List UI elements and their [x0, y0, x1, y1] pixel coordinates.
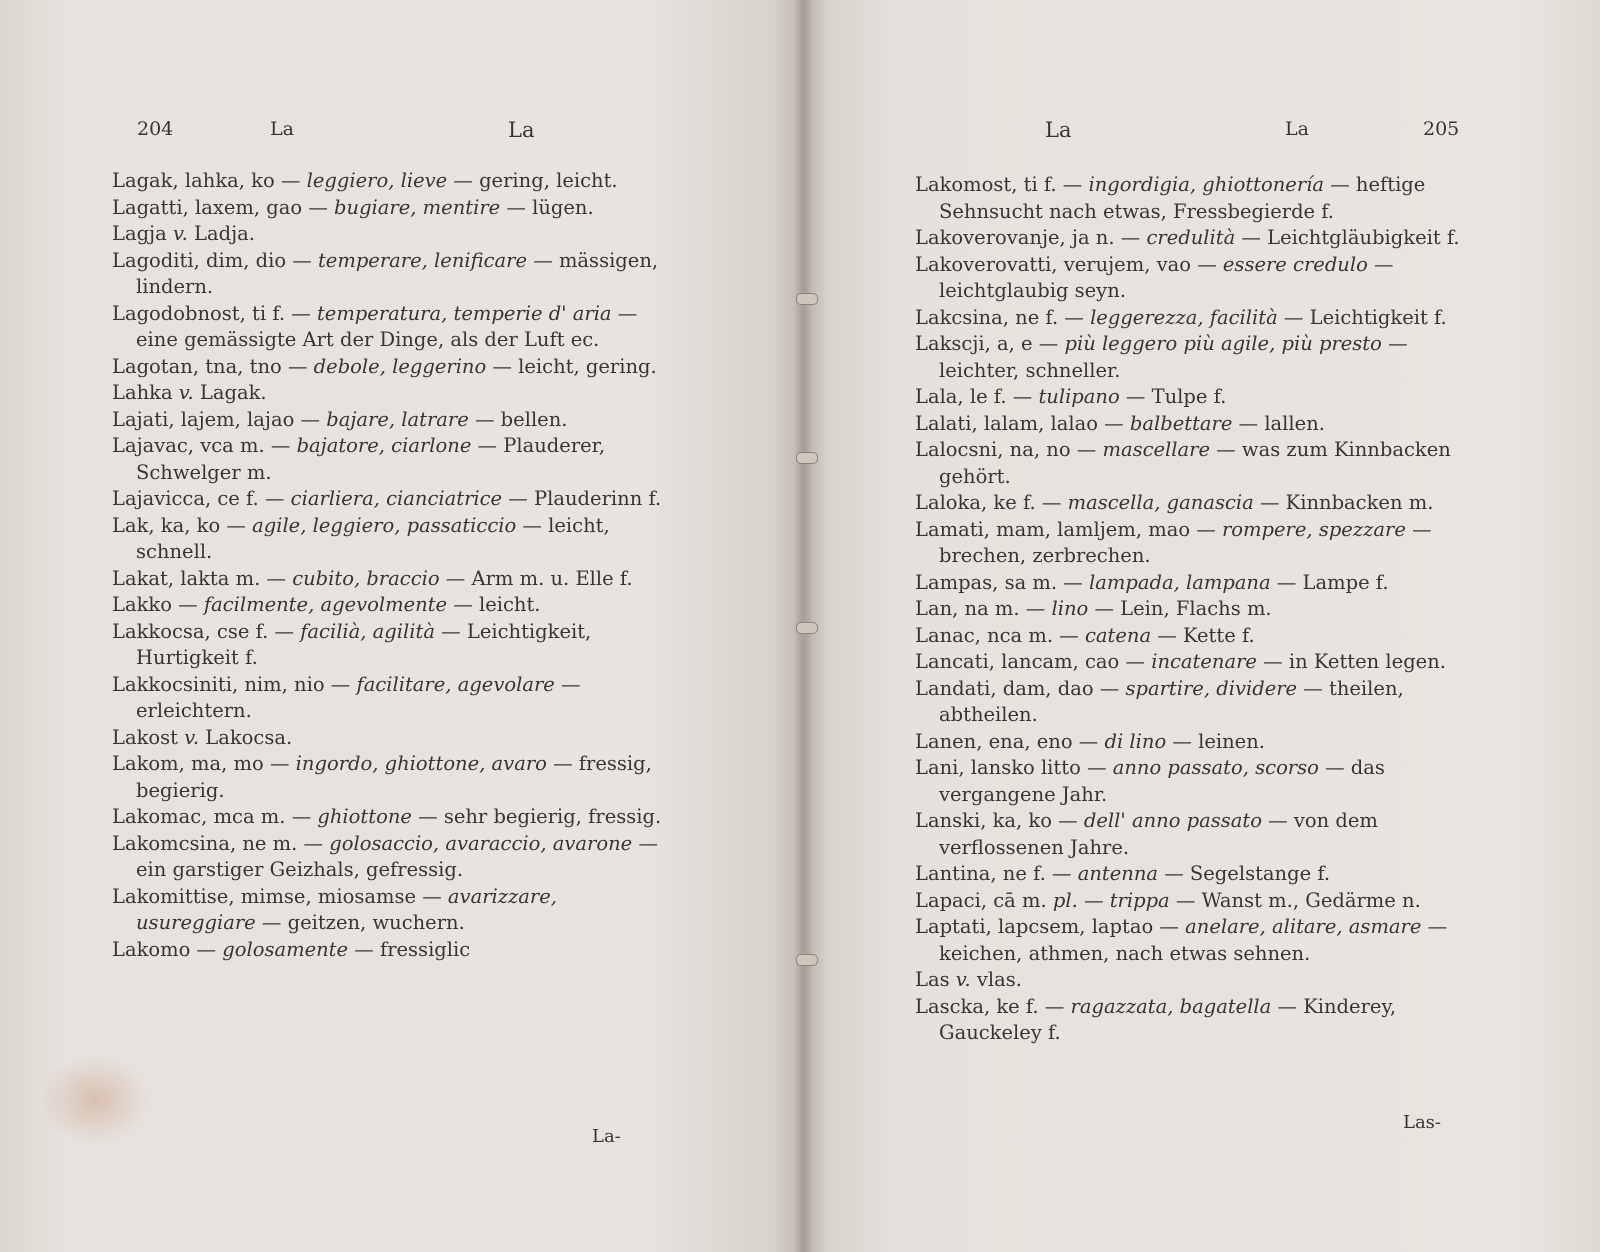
entry-head: Lantina, ne f. —: [915, 862, 1078, 885]
entry-italian: v.: [172, 222, 188, 245]
entry-tail: — leicht, schnell.: [136, 513, 610, 563]
entry-tail: — Plauderer, Schwelger m.: [136, 434, 606, 484]
entry-tail: — fressiglic: [348, 937, 471, 961]
entry-italian: ciarliera, cianciatrice: [290, 487, 503, 510]
entry-tail: Ladja.: [187, 222, 255, 245]
dictionary-entry: [915, 623, 1480, 650]
entry-tail: — sehr begierig, fressig.: [411, 805, 662, 828]
entry-tail: — von dem verflossenen Jahre.: [939, 809, 1378, 859]
dictionary-entry: [915, 570, 1480, 597]
entry-head: Lajati, lajem, lajao —: [112, 407, 327, 431]
entry-head: Lakomac, mca m. —: [112, 805, 318, 828]
running-head-small: La: [270, 118, 294, 140]
entry-head: Lakscji, a, e —: [915, 332, 1065, 355]
dictionary-entry: [112, 619, 682, 672]
running-head: La: [1045, 118, 1072, 142]
dictionary-entry: [915, 331, 1480, 384]
dictionary-entry: [112, 937, 682, 964]
catchword: La-: [592, 1126, 621, 1147]
entry-tail: — was zum Kinnbacken gehört.: [939, 438, 1451, 488]
entry-italian: rompere, spezzare: [1221, 517, 1406, 541]
page-number: 205: [1423, 118, 1460, 140]
dictionary-entry: [915, 437, 1480, 490]
entry-italian: mascella, ganascia: [1067, 491, 1254, 514]
dictionary-entry: [112, 248, 682, 301]
entry-italian: leggerezza, facilità: [1090, 305, 1278, 329]
entry-head: Lani, lansko litto —: [915, 756, 1113, 779]
entry-tail: — lallen.: [1232, 411, 1325, 435]
dictionary-entry: [112, 168, 682, 195]
entry-tail: — leichter, schneller.: [939, 332, 1408, 382]
entry-head: Landati, dam, dao —: [915, 676, 1126, 700]
entry-head: Lamati, mam, lamljem, mao —: [915, 517, 1222, 541]
entry-head: Lakomo —: [112, 937, 223, 961]
entry-head: Lakat, lakta m. —: [112, 566, 293, 590]
entry-italian: facilmente, agevolmente: [203, 593, 448, 616]
dictionary-entry: [112, 592, 682, 619]
entry-italian: ingordo, ghiottone, avaro: [295, 752, 547, 775]
entry-head: Laloka, ke f. —: [915, 491, 1068, 514]
dictionary-entry: [915, 172, 1480, 225]
dictionary-entry: [915, 861, 1480, 888]
dictionary-entry: [915, 305, 1480, 332]
entry-head: Lakcsina, ne f. —: [915, 305, 1091, 329]
dictionary-entry: [112, 751, 682, 804]
dictionary-entry: [915, 490, 1480, 517]
entry-italian: ingordigia, ghiottonería: [1088, 173, 1325, 196]
entry-tail: — leinen.: [1166, 729, 1265, 753]
entry-tail: — theilen, abtheilen.: [939, 676, 1404, 726]
entry-tail: — Kette f.: [1151, 623, 1255, 647]
entry-tail: — heftige Sehnsucht nach etwas, Fressbegierde f.: [939, 173, 1426, 223]
entry-head: Lancati, lancam, cao —: [915, 650, 1152, 673]
entry-italian: anelare, alitare, asmare: [1185, 915, 1422, 938]
entry-tail: — das vergangene Jahr.: [939, 756, 1385, 806]
entry-head: Lakomcsina, ne m. —: [112, 831, 330, 855]
entry-tail: — leicht, gering.: [486, 354, 657, 378]
entry-tail: — fressig, begierig.: [136, 752, 652, 802]
entry-head: Lakko —: [112, 593, 204, 616]
dictionary-entry: [112, 380, 682, 407]
entry-tail: Lakocsa.: [199, 725, 293, 749]
entry-italian: incatenare: [1151, 650, 1257, 673]
entry-tail: — Leichtigkeit, Hurtigkeit f.: [136, 619, 592, 669]
entry-italian: balbettare: [1129, 411, 1233, 435]
entry-italian: avarizzare, usureggiare: [136, 884, 557, 934]
entry-tail: — lügen.: [500, 195, 594, 219]
dictionary-entry: [112, 486, 682, 513]
entry-head: Lakkocsiniti, nim, nio —: [112, 672, 357, 696]
entry-tail: — leicht.: [447, 593, 541, 616]
dictionary-entry: [915, 755, 1480, 808]
entry-italian: mascellare: [1102, 438, 1210, 461]
dictionary-entry: [915, 384, 1480, 411]
binding-stitch: [796, 452, 818, 464]
entry-list: [112, 168, 682, 963]
entry-tail: — gering, leicht.: [447, 169, 618, 192]
entry-italian: v.: [955, 968, 971, 991]
entry-tail: — Kinderey, Gauckeley f.: [939, 994, 1397, 1044]
entry-head: Lagja: [112, 222, 173, 245]
entry-head: Lagodobnost, ti f. —: [112, 301, 317, 325]
entry-list: [915, 172, 1480, 1047]
entry-tail: — Plauderinn f.: [502, 487, 662, 510]
entry-head: Lapaci, cā m.: [915, 888, 1053, 912]
entry-tail: — Tulpe f.: [1119, 385, 1227, 408]
foxing-stain: [40, 1055, 150, 1145]
entry-head: Lanac, nca m. —: [915, 623, 1085, 647]
entry-head: Lakost: [112, 725, 185, 749]
entry-head: Lagak, lahka, ko —: [112, 169, 307, 192]
dictionary-entry: [915, 517, 1480, 570]
entry-head: Lajavac, vca m. —: [112, 434, 297, 457]
binding-stitch: [796, 954, 818, 966]
entry-tail: — Leichtgläubigkeit f.: [1235, 226, 1460, 249]
entry-head: Lanen, ena, eno —: [915, 729, 1105, 753]
dictionary-entry: [112, 513, 682, 566]
entry-head: Lakomittise, mimse, miosamse —: [112, 884, 448, 908]
entry-italian: anno passato, scorso: [1112, 756, 1319, 779]
entry-italian: dell' anno passato: [1083, 809, 1262, 832]
entry-italian: bugiare, mentire: [334, 195, 501, 219]
entry-tail: — eine gemässigte Art der Dinge, als der Luft ec.: [136, 301, 638, 351]
entry-tail: — erleichtern.: [136, 672, 581, 722]
entry-head: Lagatti, laxem, gao —: [112, 195, 335, 219]
entry-head: Lascka, ke f. —: [915, 994, 1071, 1018]
entry-italian: cubito, braccio: [292, 566, 440, 590]
entry-italian: ragazzata, bagatella: [1070, 994, 1272, 1018]
entry-tail: — brechen, zerbrechen.: [939, 517, 1432, 567]
entry-head: Lagoditi, dim, dio —: [112, 248, 318, 272]
dictionary-entry: [915, 994, 1480, 1047]
entry-tail: — Leichtigkeit f.: [1277, 305, 1447, 329]
entry-italian: antenna: [1077, 862, 1159, 885]
entry-head: Lan, na m. —: [915, 597, 1052, 620]
dictionary-entry: [112, 672, 682, 725]
entry-italian: temperare, lenificare: [317, 248, 528, 272]
dictionary-entry: [915, 676, 1480, 729]
entry-italian: agile, leggiero, passaticcio: [252, 513, 517, 537]
entry-head: Las: [915, 968, 956, 991]
dictionary-entry: [915, 411, 1480, 438]
entry-head: Laptati, lapcsem, laptao —: [915, 915, 1186, 938]
entry-tail: — leichtglaubig seyn.: [939, 252, 1394, 302]
entry-italian: credulità: [1146, 226, 1236, 249]
entry-italian: golosamente: [222, 937, 349, 961]
entry-head: Lalati, lalam, lalao —: [915, 411, 1130, 435]
entry-head: Lakkocsa, cse f. —: [112, 619, 301, 643]
dictionary-entry: [915, 967, 1480, 994]
binding-stitch: [796, 622, 818, 634]
dictionary-entry: [112, 195, 682, 222]
entry-head: Lala, le f. —: [915, 385, 1039, 408]
entry-italian: lino: [1051, 597, 1089, 620]
entry-italian: bajare, latrare: [326, 407, 469, 431]
binding-stitch: [796, 293, 818, 305]
entry-head: Lampas, sa m. —: [915, 570, 1089, 594]
entry-head: Lak, ka, ko —: [112, 513, 253, 537]
entry-italian: debole, leggerino: [313, 354, 487, 378]
dictionary-entry: [915, 808, 1480, 861]
dictionary-entry: [915, 914, 1480, 967]
dictionary-entry: [112, 433, 682, 486]
entry-head: Lagotan, tna, tno —: [112, 354, 314, 378]
entry-italian: catena: [1084, 623, 1152, 647]
entry-head: Lakoverovanje, ja n. —: [915, 226, 1147, 249]
dictionary-entry: [915, 649, 1480, 676]
entry-tail: — Arm m. u. Elle f.: [439, 566, 633, 590]
entry-italian: lampada, lampana: [1089, 570, 1271, 594]
entry-head: Lakomost, ti f. —: [915, 173, 1089, 196]
entry-tail: — Segelstange f.: [1158, 862, 1331, 885]
entry-head: Lajavicca, ce f. —: [112, 487, 291, 510]
entry-italian: v.: [178, 381, 194, 404]
dictionary-entry: [112, 804, 682, 831]
dictionary-entry: [112, 354, 682, 381]
entry-tail: — Lampe f.: [1270, 570, 1389, 594]
running-head-small: La: [1285, 118, 1309, 140]
entry-tail: — Kinnbacken m.: [1253, 491, 1434, 514]
entry-tail: — geitzen, wuchern.: [255, 911, 465, 934]
entry-italian: pl. — trippa: [1052, 888, 1170, 912]
dictionary-entry: [112, 884, 682, 937]
entry-italian: golosaccio, avaraccio, avarone: [329, 831, 633, 855]
dictionary-entry: [915, 596, 1480, 623]
entry-tail: — keichen, athmen, nach etwas sehnen.: [939, 915, 1448, 965]
entry-head: Lanski, ka, ko —: [915, 809, 1084, 832]
entry-italian: facilitare, agevolare: [356, 672, 555, 696]
entry-tail: vlas.: [970, 968, 1022, 991]
dictionary-entry: [112, 566, 682, 593]
entry-italian: facilià, agilità: [300, 619, 435, 643]
entry-tail: — mässigen, lindern.: [136, 248, 659, 298]
entry-tail: — bellen.: [468, 407, 568, 431]
entry-tail: — Wanst m., Gedärme n.: [1169, 888, 1421, 912]
dictionary-entry: [112, 407, 682, 434]
entry-tail: — Lein, Flachs m.: [1088, 597, 1272, 620]
entry-head: Lakom, ma, mo —: [112, 752, 296, 775]
entry-italian: ghiottone: [317, 805, 412, 828]
dictionary-entry: [112, 221, 682, 248]
entry-italian: di lino: [1104, 729, 1167, 753]
entry-italian: essere credulo: [1222, 252, 1368, 276]
entry-head: Lahka: [112, 381, 179, 404]
catchword: Las-: [1403, 1112, 1442, 1133]
entry-head: Lalocsni, na, no —: [915, 438, 1103, 461]
entry-tail: — ein garstiger Geizhals, gefressig.: [136, 831, 658, 881]
running-head: La: [508, 118, 535, 142]
page-number: 204: [137, 118, 174, 140]
dictionary-entry: [112, 831, 682, 884]
dictionary-entry: [915, 252, 1480, 305]
entry-italian: leggiero, lieve: [306, 169, 448, 192]
entry-italian: più leggero più agile, più presto: [1064, 332, 1382, 355]
dictionary-entry: [112, 301, 682, 354]
entry-head: Lakoverovatti, verujem, vao —: [915, 252, 1223, 276]
entry-italian: bajatore, ciarlone: [296, 434, 472, 457]
entry-italian: v.: [184, 725, 200, 749]
dictionary-entry: [112, 725, 682, 752]
entry-tail: — in Ketten legen.: [1256, 650, 1446, 673]
dictionary-entry: [915, 729, 1480, 756]
entry-italian: spartire, dividere: [1125, 676, 1298, 700]
dictionary-entry: [915, 888, 1480, 915]
right-page: [805, 0, 1600, 1252]
entry-tail: Lagak.: [193, 381, 267, 404]
entry-italian: temperatura, temperie d' aria: [316, 301, 612, 325]
entry-italian: tulipano: [1038, 385, 1120, 408]
dictionary-entry: [915, 225, 1480, 252]
